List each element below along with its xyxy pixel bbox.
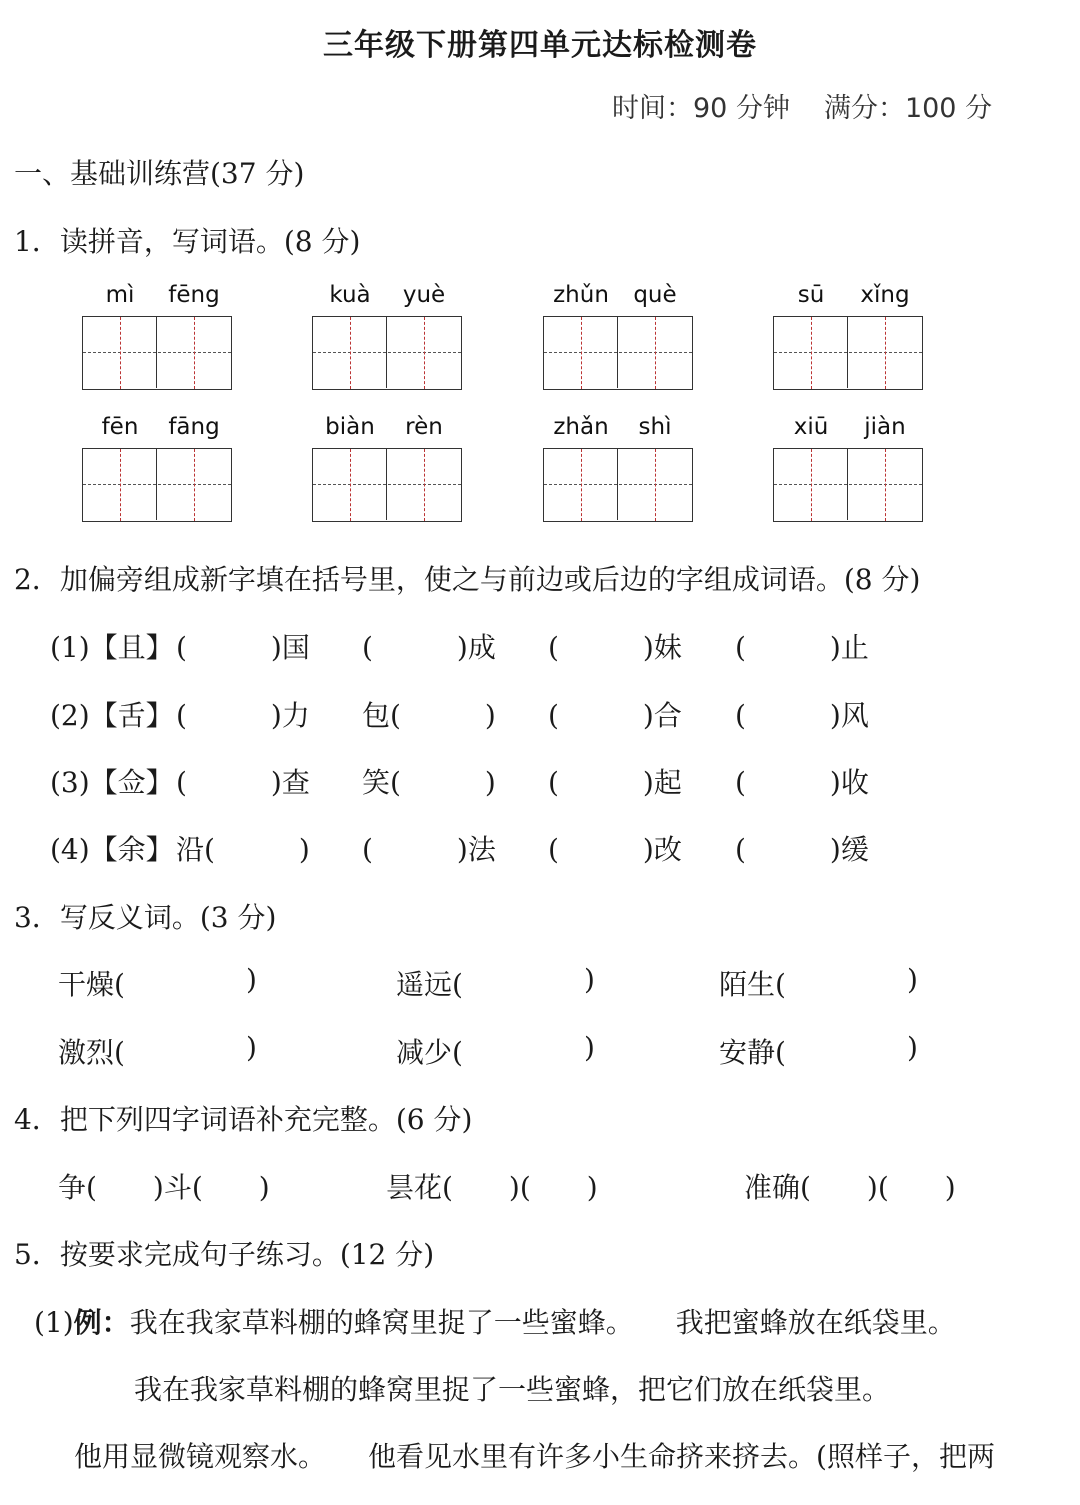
pinyin-label: sū — [797, 282, 825, 308]
closing-paren: ) — [907, 963, 918, 996]
fill-blank[interactable]: ( )止 — [735, 631, 869, 664]
q5-task — [74, 1435, 995, 1475]
pinyin-label: kuà — [329, 282, 371, 308]
grid-guide-line — [885, 449, 886, 521]
q4-item-1[interactable]: 争( )斗( ) — [58, 1171, 270, 1204]
grid-guide-line — [313, 352, 461, 353]
pinyin-label: fēng — [168, 282, 220, 308]
grid-guide-line — [83, 484, 231, 485]
closing-paren: ) — [907, 1031, 918, 1064]
grid-guide-line — [194, 449, 195, 521]
fill-blank[interactable]: ( )妹 — [548, 631, 682, 664]
grid-guide-line — [581, 449, 582, 521]
grid-guide-line — [774, 352, 922, 353]
example-answer: 我在我家草料棚的蜂窝里捉了一些蜜蜂，把它们放在纸袋里。 — [134, 1373, 891, 1406]
pinyin-label: mì — [105, 282, 135, 308]
task-sentence-2: 他看见水里有许多小生命挤来挤去。(照样子，把两 — [368, 1440, 995, 1473]
fill-blank[interactable]: 笑( ) — [362, 766, 496, 799]
fill-blank[interactable]: ( )收 — [735, 766, 869, 799]
q4-item-3[interactable]: 准确( )( ) — [744, 1171, 956, 1204]
grid-guide-line — [655, 449, 656, 521]
pinyin-label: jiàn — [864, 414, 906, 440]
grid-guide-line — [885, 317, 886, 389]
closing-paren: ) — [246, 963, 257, 996]
writing-grid[interactable] — [543, 316, 693, 390]
antonym-word[interactable]: 干燥( — [58, 968, 125, 1001]
q4-heading: 4．把下列四字词语补充完整。(6 分) — [14, 1103, 473, 1136]
pinyin-label: zhǎn — [553, 414, 609, 440]
pinyin-label: fāng — [168, 414, 220, 440]
pinyin-label: fēn — [101, 414, 139, 440]
exam-time: 时间：90 分钟 — [612, 93, 790, 124]
pinyin-label: yuè — [402, 282, 446, 308]
exam-meta — [612, 86, 992, 125]
grid-guide-line — [424, 449, 425, 521]
antonym-word[interactable]: 陌生( — [719, 968, 786, 1001]
radical-label: (1)【且】 — [50, 631, 174, 664]
antonym-word[interactable]: 激烈( — [58, 1036, 125, 1069]
writing-grid[interactable] — [773, 448, 923, 522]
pinyin-label: xǐng — [860, 282, 910, 308]
page-title: 三年级下册第四单元达标检测卷 — [323, 28, 757, 63]
grid-guide-line — [83, 352, 231, 353]
writing-grid[interactable] — [773, 316, 923, 390]
fill-blank[interactable]: ( )法 — [362, 833, 496, 866]
grid-guide-line — [544, 484, 692, 485]
closing-paren: ) — [584, 963, 595, 996]
q1-heading: 1．读拼音，写词语。(8 分) — [14, 225, 361, 258]
fill-blank[interactable]: ( )合 — [548, 699, 682, 732]
grid-guide-line — [194, 317, 195, 389]
writing-grid[interactable] — [82, 448, 232, 522]
antonym-word[interactable]: 安静( — [719, 1036, 786, 1069]
antonym-word[interactable]: 减少( — [396, 1036, 463, 1069]
fill-blank[interactable]: ( )成 — [362, 631, 496, 664]
fill-blank[interactable]: ( )改 — [548, 833, 682, 866]
grid-guide-line — [424, 317, 425, 389]
grid-guide-line — [774, 484, 922, 485]
fill-blank[interactable]: ( )缓 — [735, 833, 869, 866]
exam-score: 满分：100 分 — [823, 93, 993, 124]
example-label: 例： — [73, 1306, 130, 1339]
writing-grid[interactable] — [82, 316, 232, 390]
writing-grid[interactable] — [543, 448, 693, 522]
fill-blank[interactable]: ( )风 — [735, 699, 869, 732]
pinyin-label: biàn — [325, 414, 375, 440]
q3-heading: 3．写反义词。(3 分) — [14, 901, 277, 934]
pinyin-label: shì — [638, 414, 672, 440]
q4-item-2[interactable]: 昙花( )( ) — [386, 1171, 598, 1204]
fill-blank[interactable]: ( )查 — [176, 766, 310, 799]
example-sentence-2: 我把蜜蜂放在纸袋里。 — [675, 1306, 956, 1339]
radical-label: (3)【佥】 — [50, 766, 174, 799]
q2-heading: 2．加偏旁组成新字填在括号里，使之与前边或后边的字组成词语。(8 分) — [14, 563, 921, 596]
grid-guide-line — [313, 484, 461, 485]
antonym-word[interactable]: 遥远( — [396, 968, 463, 1001]
fill-blank[interactable]: ( )国 — [176, 631, 310, 664]
pinyin-label: zhǔn — [553, 282, 609, 308]
pinyin-label: què — [633, 282, 677, 308]
closing-paren: ) — [584, 1031, 595, 1064]
fill-blank[interactable]: 沿( ) — [176, 833, 310, 866]
writing-grid[interactable] — [312, 448, 462, 522]
grid-guide-line — [120, 317, 121, 389]
grid-guide-line — [120, 449, 121, 521]
grid-guide-line — [581, 317, 582, 389]
q5-heading: 5．按要求完成句子练习。(12 分) — [14, 1238, 435, 1271]
section-heading: 一、基础训练营(37 分) — [14, 157, 305, 190]
grid-guide-line — [544, 352, 692, 353]
fill-blank[interactable]: 包( ) — [362, 699, 496, 732]
grid-guide-line — [350, 449, 351, 521]
grid-guide-line — [811, 449, 812, 521]
fill-blank[interactable]: ( )力 — [176, 699, 310, 732]
q5-example-number: (1) — [34, 1306, 74, 1339]
fill-blank[interactable]: ( )起 — [548, 766, 682, 799]
pinyin-label: rèn — [405, 414, 443, 440]
grid-guide-line — [350, 317, 351, 389]
closing-paren: ) — [246, 1031, 257, 1064]
task-sentence-1: 他用显微镜观察水。 — [74, 1440, 327, 1473]
writing-grid[interactable] — [312, 316, 462, 390]
grid-guide-line — [655, 317, 656, 389]
radical-label: (4)【余】 — [50, 833, 174, 866]
pinyin-label: xiū — [793, 414, 829, 440]
example-sentence-1: 我在我家草料棚的蜂窝里捉了一些蜜蜂。 — [129, 1306, 634, 1339]
grid-guide-line — [811, 317, 812, 389]
q5-example — [34, 1301, 956, 1341]
radical-label: (2)【舌】 — [50, 699, 174, 732]
